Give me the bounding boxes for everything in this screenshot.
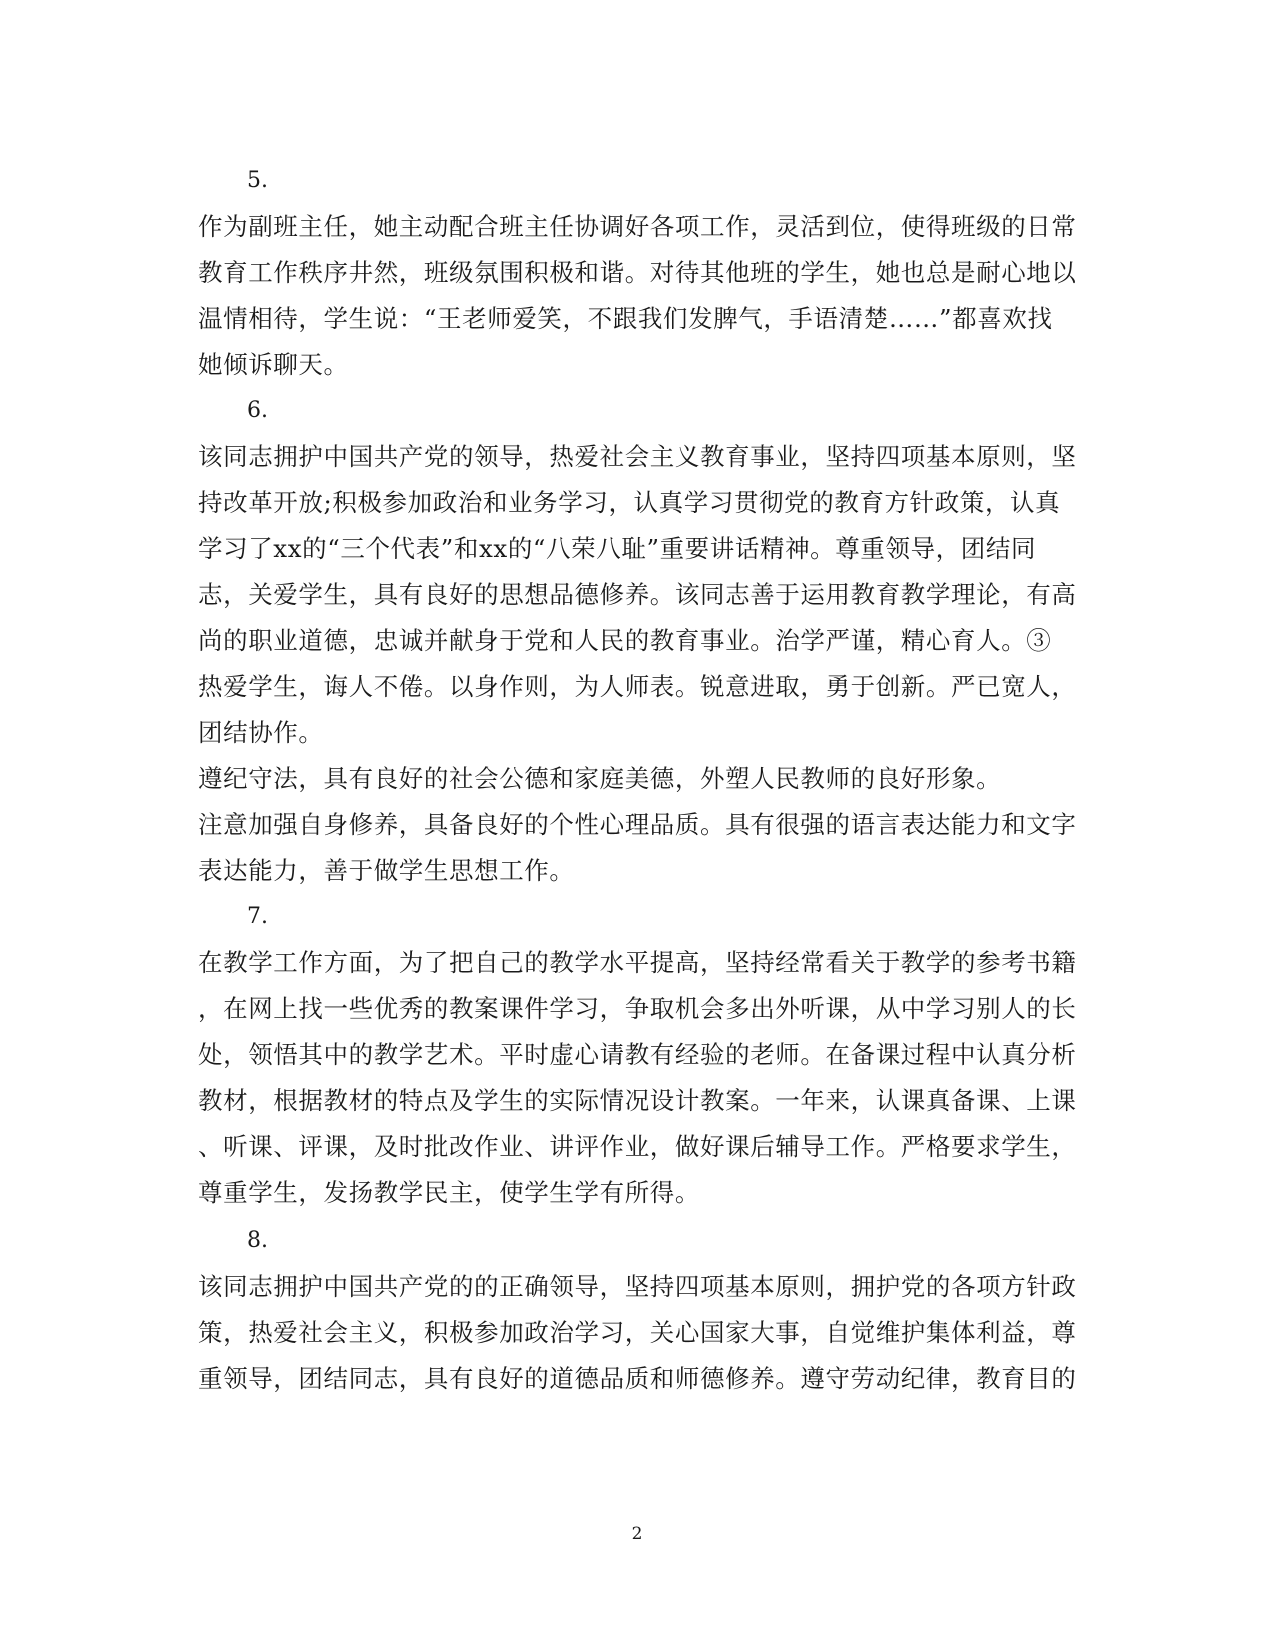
text-line: 团结协作。 bbox=[198, 718, 324, 747]
section-number: 5. bbox=[247, 168, 268, 193]
text-line: 教材，根据教材的特点及学生的实际情况设计教案。一年来，认课真备课、上课 bbox=[198, 1086, 1077, 1115]
text-line: 她倾诉聊天。 bbox=[198, 350, 349, 379]
text-line: 遵纪守法，具有良好的社会公德和家庭美德，外塑人民教师的良好形象。 bbox=[198, 764, 1002, 793]
section-number: 8. bbox=[247, 1228, 268, 1253]
section-number: 7. bbox=[247, 904, 268, 929]
text-line: 处，领悟其中的教学艺术。平时虚心请教有经验的老师。在备课过程中认真分析 bbox=[198, 1040, 1077, 1069]
text-line: 尚的职业道德，忠诚并献身于党和人民的教育事业。治学严谨，精心育人。③ bbox=[198, 626, 1052, 655]
text-line: 、听课、评课，及时批改作业、讲评作业，做好课后辅导工作。严格要求学生， bbox=[198, 1132, 1077, 1161]
text-line: 持改革开放;积极参加政治和业务学习，认真学习贯彻党的教育方针政策，认真 bbox=[198, 488, 1061, 517]
text-line: 学习了xx的“三个代表”和xx的“八荣八耻”重要讲话精神。尊重领导，团结同 bbox=[198, 534, 1037, 563]
text-line: 温情相待，学生说：“王老师爱笑，不跟我们发脾气，手语清楚……”都喜欢找 bbox=[198, 304, 1053, 333]
text-line: ，在网上找一些优秀的教案课件学习，争取机会多出外听课，从中学习别人的长 bbox=[198, 994, 1077, 1023]
text-line: 该同志拥护中国共产党的领导，热爱社会主义教育事业，坚持四项基本原则，坚 bbox=[198, 442, 1077, 471]
text-line: 在教学工作方面，为了把自己的教学水平提高，坚持经常看关于教学的参考书籍 bbox=[198, 948, 1077, 977]
text-line: 志，关爱学生，具有良好的思想品德修养。该同志善于运用教育教学理论，有高 bbox=[198, 580, 1077, 609]
section-number: 6. bbox=[247, 398, 268, 423]
text-line: 热爱学生，诲人不倦。以身作则，为人师表。锐意进取，勇于创新。严已宽人， bbox=[198, 672, 1077, 701]
text-line: 表达能力，善于做学生思想工作。 bbox=[198, 856, 575, 885]
page-number: 2 bbox=[631, 1524, 643, 1544]
text-line: 该同志拥护中国共产党的的正确领导，坚持四项基本原则，拥护党的各项方针政 bbox=[198, 1272, 1077, 1301]
text-line: 教育工作秩序井然，班级氛围积极和谐。对待其他班的学生，她也总是耐心地以 bbox=[198, 258, 1077, 287]
text-line: 重领导，团结同志，具有良好的道德品质和师德修养。遵守劳动纪律，教育目的 bbox=[198, 1364, 1077, 1393]
text-line: 尊重学生，发扬教学民主，使学生学有所得。 bbox=[198, 1178, 700, 1207]
text-line: 注意加强自身修养，具备良好的个性心理品质。具有很强的语言表达能力和文字 bbox=[198, 810, 1077, 839]
text-line: 作为副班主任，她主动配合班主任协调好各项工作，灵活到位，使得班级的日常 bbox=[198, 212, 1077, 241]
text-line: 策，热爱社会主义，积极参加政治学习，关心国家大事，自觉维护集体利益，尊 bbox=[198, 1318, 1077, 1347]
